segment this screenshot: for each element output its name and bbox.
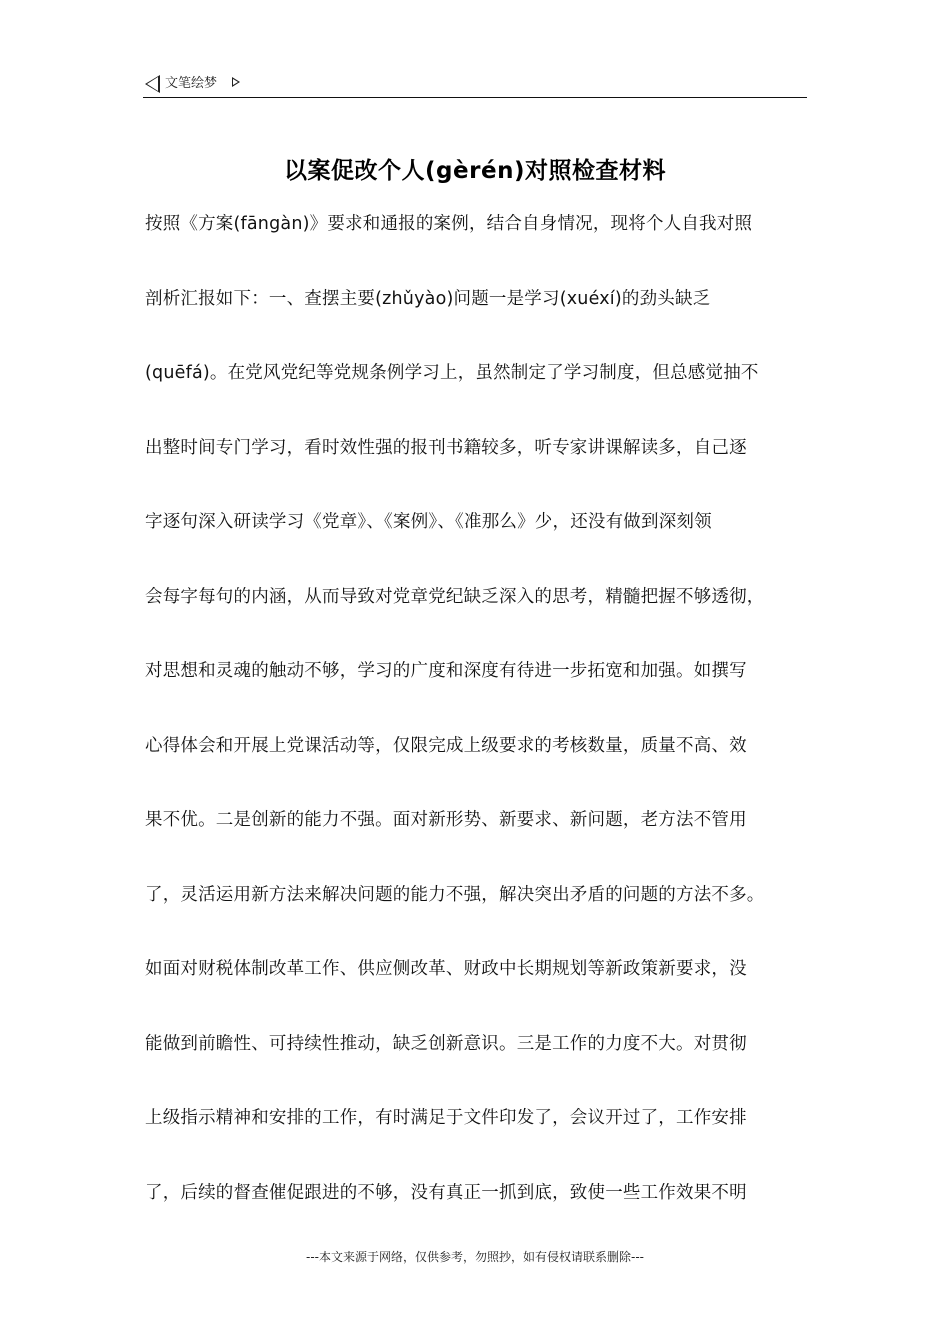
body-line: 对思想和灵魂的触动不够，学习的广度和深度有待进一步拓宽和加强。如撰写	[145, 661, 747, 681]
body-line: 如面对财税体制改革工作、供应侧改革、财政中长期规划等新政策新要求，没	[145, 959, 747, 979]
body-line: 了，后续的督查催促跟进的不够，没有真正一抓到底，致使一些工作效果不明	[145, 1183, 747, 1203]
footer-notice: ---本文来源于网络，仅供参考，勿照抄，如有侵权请联系删除---	[306, 1250, 644, 1264]
body-line: 字逐句深入研读学习《党章》、《案例》、《准那么》少，还没有做到深刻领	[145, 512, 712, 532]
body-line: 了，灵活运用新方法来解决问题的能力不强，解决突出矛盾的问题的方法不多。	[145, 885, 765, 905]
body-line: 心得体会和开展上党课活动等，仅限完成上级要求的考核数量，质量不高、效	[145, 736, 747, 756]
header-brand: 文笔绘梦	[165, 76, 218, 91]
body-line: 剖析汇报如下：一、查摆主要(zhǔyào)问题一是学习(xuéxí)的劲头缺乏	[145, 289, 711, 309]
document-title: 以案促改个人(gèrén)对照检查材料	[284, 158, 666, 184]
body-line: 果不优。二是创新的能力不强。面对新形势、新要求、新问题，老方法不管用	[145, 810, 747, 830]
body-line: (quēfá)。在党风党纪等党规条例学习上，虽然制定了学习制度，但总感觉抽不	[145, 363, 759, 383]
body-line: 按照《方案(fāngàn)》要求和通报的案例，结合自身情况，现将个人自我对照	[145, 214, 753, 234]
header-rule	[143, 97, 807, 98]
triangle-left-icon	[145, 75, 160, 93]
body-line: 上级指示精神和安排的工作，有时满足于文件印发了，会议开过了，工作安排	[145, 1108, 747, 1128]
body-line: 会每字每句的内涵，从而导致对党章党纪缺乏深入的思考，精髓把握不够透彻，	[145, 587, 765, 607]
triangle-right-icon	[232, 77, 240, 87]
body-line: 出整时间专门学习，看时效性强的报刊书籍较多，听专家讲课解读多，自己逐	[145, 438, 747, 458]
body-line: 能做到前瞻性、可持续性推动，缺乏创新意识。三是工作的力度不大。对贯彻	[145, 1034, 747, 1054]
page-header	[145, 72, 807, 98]
